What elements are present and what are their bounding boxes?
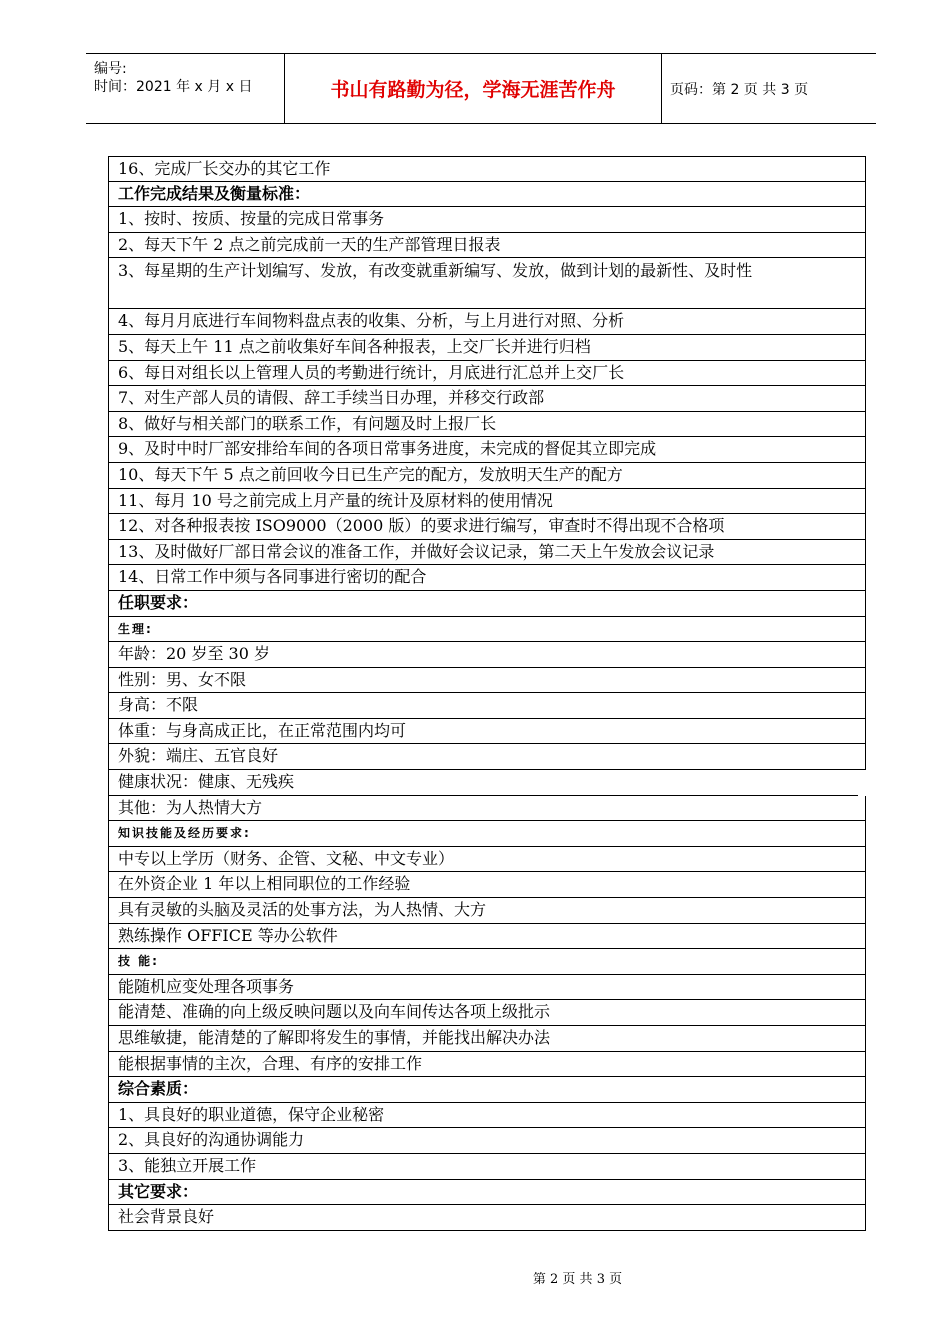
table-row: 身高：不限	[108, 693, 866, 719]
table-row: 中专以上学历（财务、企管、文秘、中文专业）	[108, 847, 866, 873]
table-row: 社会背景良好	[108, 1205, 866, 1231]
header-page-cell	[662, 54, 876, 123]
table-row: 能根据事情的主次，合理、有序的安排工作	[108, 1052, 866, 1078]
motto-text: 书山有路勤为径，学海无涯苦作舟	[330, 79, 616, 101]
table-row: 9、及时中时厂部安排给车间的各项日常事务进度，未完成的督促其立即完成	[108, 437, 866, 463]
header-meta-cell	[86, 54, 284, 123]
table-row: 3、能独立开展工作	[108, 1154, 866, 1180]
table-row: 8、做好与相关部门的联系工作，有问题及时上报厂长	[108, 412, 866, 438]
table-row: 12、对各种报表按 ISO9000（2000 版）的要求进行编写，审查时不得出现不合格项	[108, 514, 866, 540]
page-header	[86, 53, 876, 124]
job-description-table	[108, 156, 866, 1231]
table-row: 4、每月月底进行车间物料盘点表的收集、分析，与上月进行对照、分析	[108, 309, 866, 335]
subsection-heading-physical: 生理:	[108, 617, 866, 643]
date-label: 时间：2021 年 x 月 x 日	[94, 79, 253, 95]
table-row: 3、每星期的生产计划编写、发放，有改变就重新编写、发放，做到计划的最新性、及时性	[108, 258, 866, 309]
table-row: 健康状况：健康、无残疾	[108, 770, 858, 796]
subsection-heading-knowledge: 知识技能及经历要求:	[108, 821, 866, 847]
table-row: 1、按时、按质、按量的完成日常事务	[108, 207, 866, 233]
serial-number-label: 编号:	[94, 61, 127, 77]
page-footer	[0, 1268, 950, 1287]
table-row: 13、及时做好厂部日常会议的准备工作，并做好会议记录，第二天上午发放会议记录	[108, 540, 866, 566]
table-row: 16、完成厂长交办的其它工作	[108, 156, 866, 182]
section-heading-requirements: 任职要求：	[108, 591, 866, 617]
subsection-heading-skills: 技 能:	[108, 949, 866, 975]
footer-page-number: 第 2 页 共 3 页	[532, 1272, 623, 1287]
table-row: 2、具良好的沟通协调能力	[108, 1128, 866, 1154]
table-row: 7、对生产部人员的请假、辞工手续当日办理，并移交行政部	[108, 386, 866, 412]
header-motto-cell	[284, 54, 662, 123]
table-row: 5、每天上午 11 点之前收集好车间各种报表，上交厂长并进行归档	[108, 335, 866, 361]
section-heading-qualities: 综合素质：	[108, 1077, 866, 1103]
table-row: 体重：与身高成正比，在正常范围内均可	[108, 719, 866, 745]
table-row: 11、每月 10 号之前完成上月产量的统计及原材料的使用情况	[108, 489, 866, 515]
table-row: 外貌：端庄、五官良好	[108, 744, 866, 770]
table-row: 具有灵敏的头脑及灵活的处事方法，为人热情、大方	[108, 898, 866, 924]
table-row: 6、每日对组长以上管理人员的考勤进行统计，月底进行汇总并上交厂长	[108, 361, 866, 387]
table-row: 10、每天下午 5 点之前回收今日已生产完的配方，发放明天生产的配方	[108, 463, 866, 489]
table-row: 思维敏捷，能清楚的了解即将发生的事情，并能找出解决办法	[108, 1026, 866, 1052]
table-row: 性别：男、女不限	[108, 668, 866, 694]
table-row: 能清楚、准确的向上级反映问题以及向车间传达各项上级批示	[108, 1000, 866, 1026]
table-row: 熟练操作 OFFICE 等办公软件	[108, 924, 866, 950]
section-heading-other: 其它要求：	[108, 1180, 866, 1206]
header-page-number: 页码：第 2 页 共 3 页	[670, 81, 809, 98]
table-row: 在外资企业 1 年以上相同职位的工作经验	[108, 872, 866, 898]
table-row: 1、具良好的职业道德，保守企业秘密	[108, 1103, 866, 1129]
table-row: 能随机应变处理各项事务	[108, 975, 866, 1001]
table-row: 年龄：20 岁至 30 岁	[108, 642, 866, 668]
table-row: 2、每天下午 2 点之前完成前一天的生产部管理日报表	[108, 233, 866, 259]
table-row: 14、日常工作中须与各同事进行密切的配合	[108, 565, 866, 591]
section-heading-results: 工作完成结果及衡量标准：	[108, 182, 866, 208]
table-row: 其他：为人热情大方	[108, 796, 866, 822]
